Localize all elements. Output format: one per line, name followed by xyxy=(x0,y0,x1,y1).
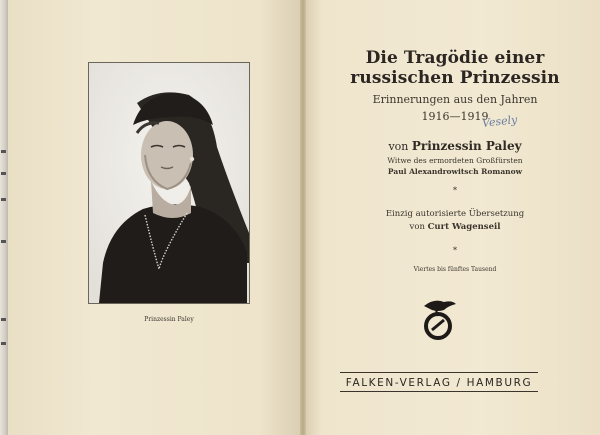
publisher-rule-top xyxy=(340,372,538,373)
portrait-image xyxy=(89,63,249,303)
husband-name: Paul Alexandrowitsch Romanow xyxy=(387,167,523,176)
title-line-1: Die Tragödie einer xyxy=(365,48,545,68)
edition-note: Viertes bis fünftes Tausend xyxy=(413,266,497,273)
portrait-caption: Prinzessin Paley xyxy=(144,316,194,323)
years: 1916—1919 xyxy=(421,110,489,123)
widow-line: Witwe des ermordeten Großfürsten xyxy=(387,156,523,165)
author-line xyxy=(330,139,580,153)
translation-line: Einzig autorisierte Übersetzung xyxy=(385,209,525,219)
publisher-rule-bottom xyxy=(340,391,538,392)
separator-star-2: * xyxy=(453,246,457,255)
margin-marks xyxy=(0,0,8,435)
separator-star-1: * xyxy=(453,186,457,195)
publisher-name: FALKEN-VERLAG / HAMBURG xyxy=(345,377,533,389)
author-name: Prinzessin Paley xyxy=(411,139,522,153)
book-gutter xyxy=(300,0,306,435)
translator-name: Curt Wagenseil xyxy=(427,222,501,232)
handwritten-signature: Vesely xyxy=(481,113,518,130)
translator-prefix: von xyxy=(409,222,425,232)
translator-line xyxy=(330,222,580,232)
falcon-emblem-icon xyxy=(418,296,458,346)
title-line-2: russischen Prinzessin xyxy=(350,68,560,88)
author-prefix: von xyxy=(388,140,409,153)
subtitle: Erinnerungen aus den Jahren xyxy=(372,93,538,106)
portrait-photo xyxy=(88,62,250,304)
